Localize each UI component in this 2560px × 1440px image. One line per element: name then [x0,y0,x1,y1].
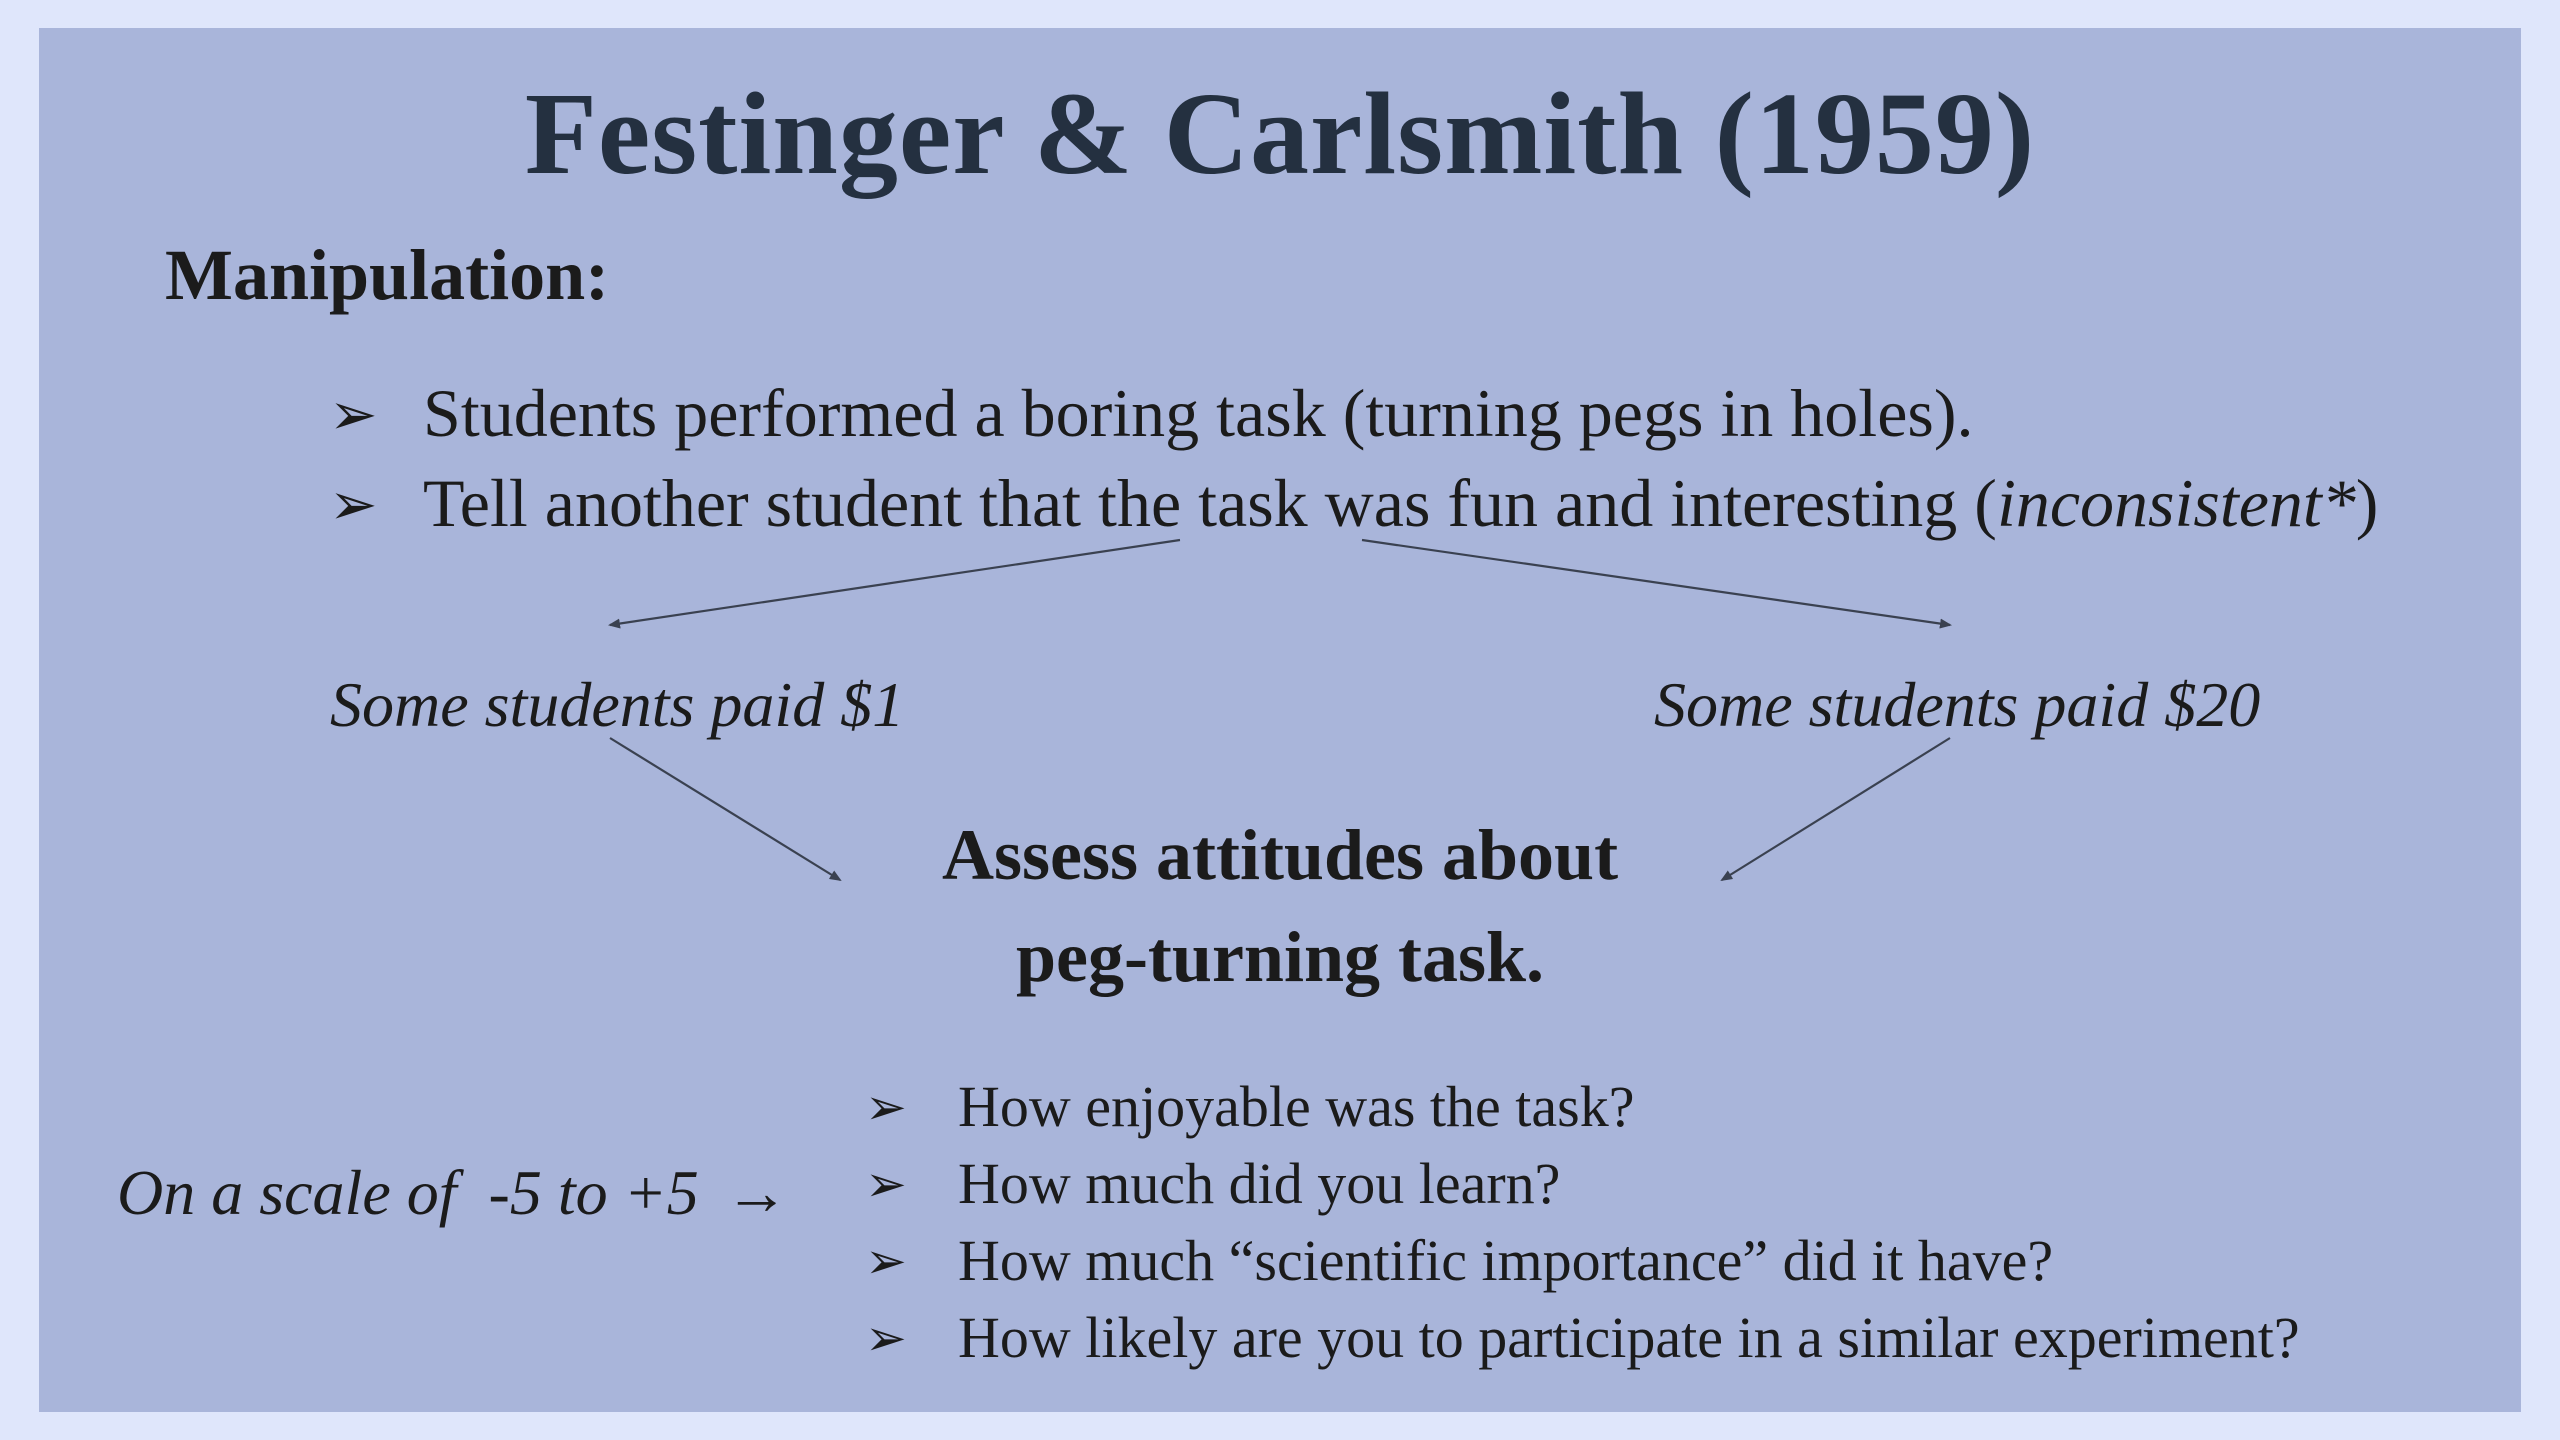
arrowhead-bullet-icon: ➢ [865,1078,907,1135]
assess-heading [39,804,2521,1008]
arrowhead-bullet-icon: ➢ [865,1232,907,1289]
slide-title: Festinger & Carlsmith (1959) [524,68,2036,199]
scale-label [117,1156,789,1230]
condition-right-label: Some students paid $20 [1654,669,2261,740]
arrowhead-bullet-icon: ➢ [329,381,378,447]
connector-arrow-left [610,540,1180,625]
question-text: How much “scientific importance” did it have? [958,1228,2054,1293]
question-text: How much did you learn? [958,1151,1561,1216]
arrowhead-bullet-icon: ➢ [329,471,378,537]
question-item [865,1150,1560,1217]
connector-arrow-right [1362,540,1950,625]
condition-left-label: Some students paid $1 [330,669,905,740]
question-item [865,1073,1634,1140]
question-text: How enjoyable was the task? [958,1074,1635,1139]
bullet-text-italic: inconsistent* [1996,465,2356,541]
manipulation-heading: Manipulation: [165,235,610,315]
question-item [865,1304,2300,1371]
arrowhead-bullet-icon: ➢ [865,1309,907,1366]
slide [39,28,2521,1412]
right-arrow-icon: → [724,1157,789,1228]
bullet-text-before: Tell another student that the task was fun and interesting ( [423,465,1997,541]
bullet-text: Students performed a boring task (turning pegs in holes). [423,375,1974,451]
assess-line-2: peg-turning task. [1015,917,1545,997]
question-text: How likely are you to participate in a similar experiment? [958,1305,2300,1370]
question-item [865,1227,2053,1294]
scale-label-text: On a scale of -5 to +5 [117,1157,699,1228]
bullet-text-after: ) [2355,465,2379,541]
assess-line-1: Assess attitudes about [941,815,1619,895]
arrowhead-bullet-icon: ➢ [865,1155,907,1212]
